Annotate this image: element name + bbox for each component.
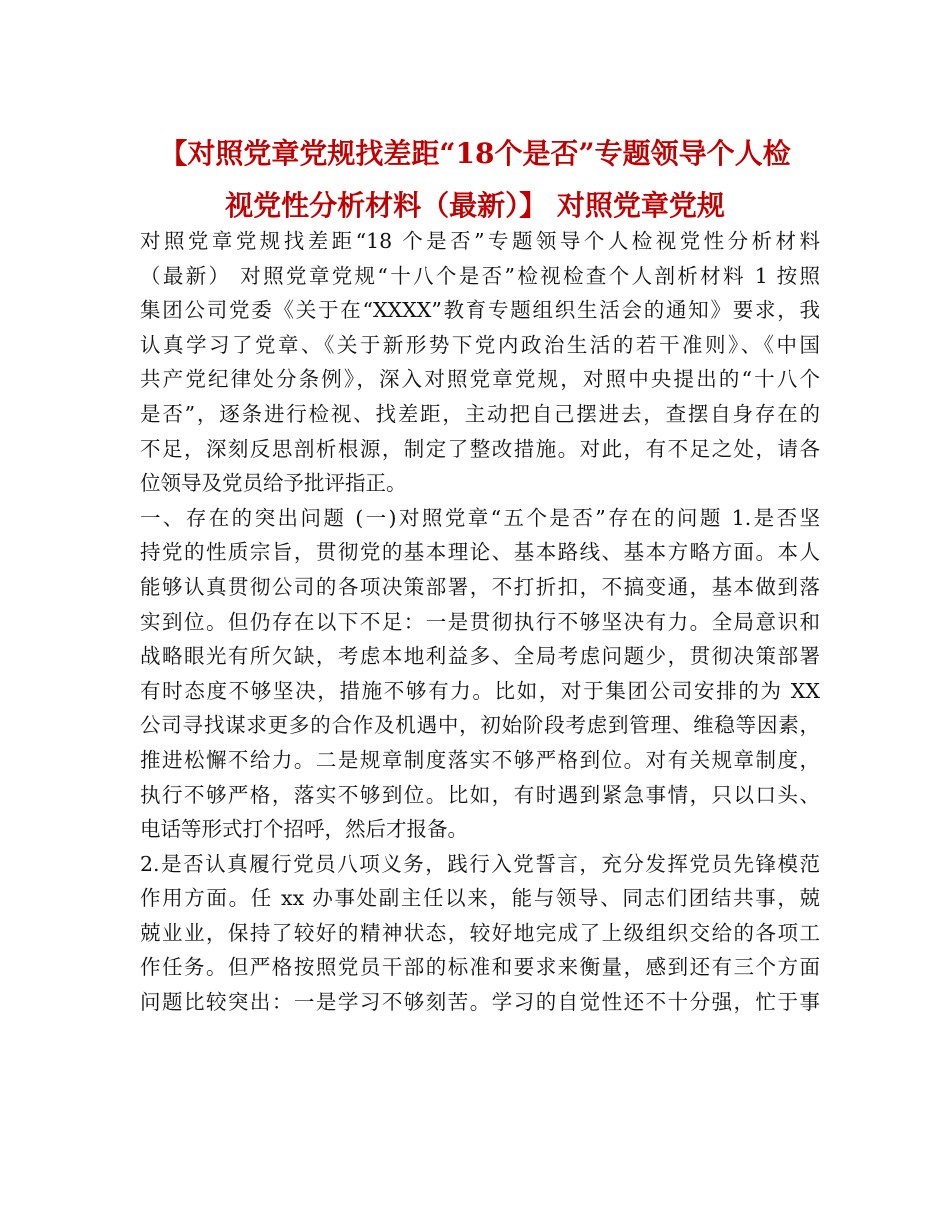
document-title [110, 128, 840, 232]
body-line: 对照党章党规找差距“18 个是否”专题领导个人检视党性分析材料 [140, 229, 820, 253]
body-line: 能够认真贯彻公司的各项决策部署，不打折扣，不搞变通，基本做到落 [140, 574, 820, 599]
title-line: 视党性分析材料（最新）】 对照党章党规 [225, 189, 725, 222]
body-line: 持党的性质宗旨，贯彻党的基本理论、基本路线、基本方略方面。本人 [140, 540, 820, 565]
body-line: 实到位。但仍存在以下不足：一是贯彻执行不够坚决有力。全局意识和 [140, 609, 820, 634]
document-body [140, 224, 820, 1020]
body-line: 有时态度不够坚决，措施不够有力。比如，对于集团公司安排的为 XX [140, 678, 820, 703]
body-line: 作任务。但严格按照党员干部的标准和要求来衡量，感到还有三个方面 [140, 955, 820, 980]
body-line: 一、存在的突出问题 (一)对照党章“五个是否”存在的问题 1.是否坚 [140, 505, 820, 530]
body-line: 公司寻找谋求更多的合作及机遇中，初始阶段考虑到管理、维稳等因素， [140, 713, 820, 738]
body-line: 集团公司党委《关于在“XXXX”教育专题组织生活会的通知》要求，我 [140, 298, 820, 323]
body-line: 推进松懈不给力。二是规章制度落实不够严格到位。对有关规章制度， [140, 747, 820, 772]
body-line: 不足，深刻反思剖析根源，制定了整改措施。对此，有不足之处，请各 [140, 436, 820, 461]
body-line: 共产党纪律处分条例》，深入对照党章党规，对照中央提出的“十八个 [140, 367, 820, 392]
body-line: 执行不够严格，落实不够到位。比如，有时遇到紧急事情，只以口头、 [140, 782, 820, 807]
body-line: 作用方面。任 xx 办事处副主任以来，能与领导、同志们团结共事，兢 [140, 886, 820, 911]
title-line: 【对照党章党规找差距“18个是否”专题领导个人检 [159, 137, 791, 170]
body-line: 问题比较突出：一是学习不够刻苦。学习的自觉性还不十分强，忙于事 [140, 990, 820, 1015]
body-line: 是否”，逐条进行检视、找差距，主动把自己摆进去，查摆自身存在的 [140, 401, 820, 426]
body-line: 认真学习了党章、《关于新形势下党内政治生活的若干准则》、《中国 [140, 332, 820, 357]
body-line: 战略眼光有所欠缺，考虑本地利益多、全局考虑问题少，贯彻决策部署 [140, 644, 820, 669]
body-line: 位领导及党员给予批评指正。 [140, 471, 407, 496]
body-line: 2.是否认真履行党员八项义务，践行入党誓言，充分发挥党员先锋模范 [140, 851, 820, 876]
body-line: 兢业业，保持了较好的精神状态，较好地完成了上级组织交给的各项工 [140, 920, 820, 945]
body-line: （最新） 对照党章党规“十八个是否”检视检查个人剖析材料 1 按照 [140, 263, 820, 288]
body-line: 电话等形式打个招呼，然后才报备。 [140, 817, 468, 842]
